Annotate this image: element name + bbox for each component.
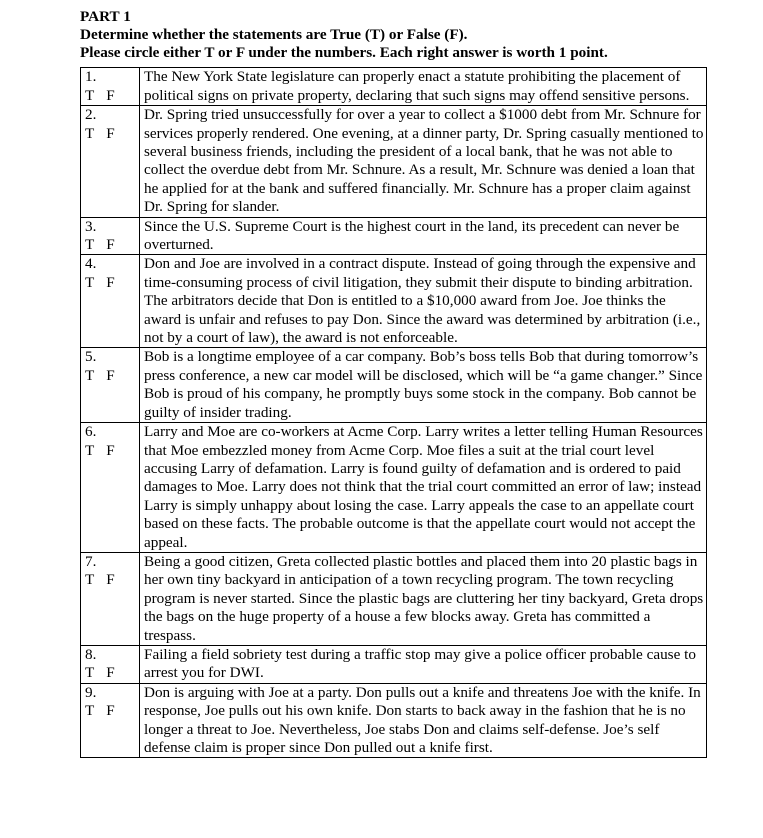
question-number-cell	[81, 68, 140, 106]
question-row	[81, 348, 707, 423]
true-false-choice[interactable]: T F	[85, 366, 115, 384]
true-false-choice[interactable]: T F	[85, 236, 115, 254]
true-false-choice[interactable]: T F	[85, 664, 115, 682]
question-number-cell	[81, 348, 140, 423]
question-number: 7.	[85, 552, 97, 570]
question-row	[81, 68, 707, 106]
question-row	[81, 552, 707, 645]
question-number: 5.	[85, 348, 97, 366]
exam-page	[80, 8, 704, 758]
instruction-line-2: Please circle either T or F under the numbers. Each right answer is worth 1 point.	[80, 43, 608, 61]
true-false-choice[interactable]: T F	[85, 273, 115, 291]
question-text: Larry and Moe are co-workers at Acme Corp. Larry writes a letter telling Human Resources that Moe embezzled money from Acme Corp. Moe files a suit at the trial court level accusing Larry of defamation. Larry is found guilty of defamation and is ordered to paid damages to Moe. Larry does not think that the trial court committed an error of law; instead Larry is simply unhappy about losing the case. Larry appeals the case to an appellate court based on these facts. The probable outcome is that the appellate court would not accept the appeal.	[140, 423, 707, 553]
question-number-cell	[81, 217, 140, 255]
question-number: 4.	[85, 255, 97, 273]
question-text: Failing a field sobriety test during a traffic stop may give a police officer probable cause to arrest you for DWI.	[140, 645, 707, 683]
question-text: The New York State legislature can properly enact a statute prohibiting the placement of political signs on private property, declaring that such signs may offend sensitive persons.	[140, 68, 707, 106]
question-number-cell	[81, 255, 140, 348]
true-false-choice[interactable]: T F	[85, 702, 115, 720]
question-row	[81, 217, 707, 255]
question-number-cell	[81, 552, 140, 645]
question-number: 3.	[85, 217, 97, 235]
question-number: 9.	[85, 683, 97, 701]
question-number: 6.	[85, 423, 97, 441]
question-text: Don and Joe are involved in a contract dispute. Instead of going through the expensive and time-consuming process of civil litigation, they submit their dispute to binding arbitration. The arbitrators decide that Don is entitled to a $10,000 award from Joe. Joe thinks the award is unfair and refuses to pay Don. Since the award was determined by arbitration (i.e., not by a court of law), the award is not enforceable.	[140, 255, 707, 348]
instruction-line-1: Determine whether the statements are True (T) or False (F).	[80, 25, 468, 43]
question-number-cell	[81, 423, 140, 553]
question-text: Dr. Spring tried unsuccessfully for over a year to collect a $1000 debt from Mr. Schnure for services properly rendered. One evening, at a dinner party, Dr. Spring casually mentioned to several business friends, including the president of a local bank, that he was not able to collect the overdue debt from Mr. Schnure. As a result, Mr. Schnure was denied a loan that he applied for at the bank and suffered financially. Mr. Schnure has a proper claim against Dr. Spring for slander.	[140, 106, 707, 217]
question-row	[81, 645, 707, 683]
question-text: Since the U.S. Supreme Court is the highest court in the land, its precedent can never be overturned.	[140, 217, 707, 255]
question-text: Being a good citizen, Greta collected plastic bottles and placed them into 20 plastic bags in her own tiny backyard in anticipation of a town recycling program. The town recycling program is never started. Since the plastic bags are cluttering her tiny backyard, Greta drops the bags on the huge property of a house a few blocks away. Greta has committed a trespass.	[140, 552, 707, 645]
question-number-cell	[81, 106, 140, 217]
part-heading: PART 1	[80, 8, 131, 25]
true-false-choice[interactable]: T F	[85, 441, 115, 459]
questions-table	[80, 67, 707, 758]
question-row	[81, 255, 707, 348]
question-number: 1.	[85, 68, 97, 86]
question-row	[81, 106, 707, 217]
question-row	[81, 423, 707, 553]
question-text: Don is arguing with Joe at a party. Don pulls out a knife and threatens Joe with the knife. In response, Joe pulls out his own knife. Don starts to back away in the fashion that he is no longer a threat to Joe. Nevertheless, Joe stabs Don and claims self-defense. Joe’s self defense claim is proper since Don pulled out a knife first.	[140, 683, 707, 758]
true-false-choice[interactable]: T F	[85, 124, 115, 142]
true-false-choice[interactable]: T F	[85, 86, 115, 104]
true-false-choice[interactable]: T F	[85, 571, 115, 589]
question-row	[81, 683, 707, 758]
question-text: Bob is a longtime employee of a car company. Bob’s boss tells Bob that during tomorrow’s press conference, a new car model will be disclosed, which will be “a game changer.” Since Bob is proud of his company, he promptly buys some stock in the company. Bob cannot be guilty of insider trading.	[140, 348, 707, 423]
question-number: 2.	[85, 106, 97, 124]
question-number-cell	[81, 683, 140, 758]
question-number-cell	[81, 645, 140, 683]
question-number: 8.	[85, 645, 97, 663]
